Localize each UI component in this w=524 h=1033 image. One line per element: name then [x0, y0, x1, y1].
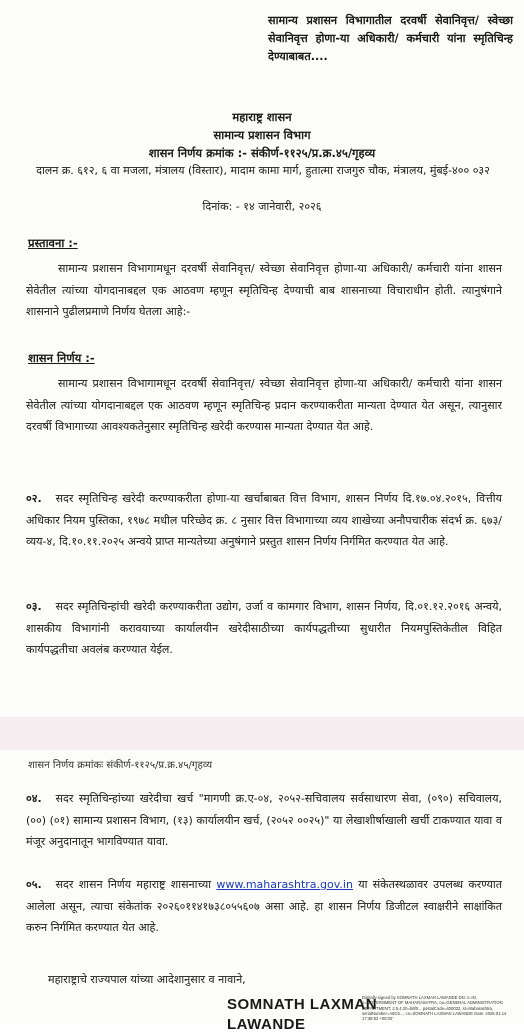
paragraph-number: ०२. [26, 492, 42, 505]
paragraph-number: ०३. [26, 600, 42, 613]
closing-line: महाराष्ट्राचे राज्यपाल यांच्या आदेशानुसार व नावाने, [48, 973, 246, 986]
decision-paragraph-4 [26, 788, 502, 853]
decision-heading: शासन निर्णय :- [28, 351, 95, 365]
signatory-name: SOMNATH LAXMAN [227, 996, 378, 1013]
resolution-number: शासन निर्णय क्रमांक :- संकीर्ण-११२५/प्र.क्र.४५/गृहव्य [148, 146, 376, 160]
paragraph-text-continued: या संकेतस्थळावर उपलब्ध करण्यात आलेला असून, त्याचा संकेतांक २०२६०११४१७३८०५५६०७ असा आहे. हा शासन निर्णय डिजीटल स्वाक्षरीने साक्षांकित करुन निर्गमित करण्यात येत आहे. [26, 878, 502, 934]
decision-paragraph-1: सामान्य प्रशासन विभागामधून दरवर्षी सेवानिवृत्त/ स्वेच्छा सेवानिवृत्त होणा-या अधिकारी/ कर्मचारी यांना शासन सेवेतील त्यांच्या योगदानाबद्दल एक आठवण म्हणून स्मृतिचिन्ह प्रदान करण्याकरीता मान्यता देण्यात येत असून, त्यानुसार दरवर्षी विभागाच्या आवश्यकतेनुसार स्मृतिचिन्ह खरेदी करण्यास मान्यता देण्यात येत आहे. [26, 377, 502, 433]
paragraph-number: ०४. [26, 792, 42, 805]
paragraph-number: ०५. [26, 878, 42, 891]
page-separator [0, 717, 524, 750]
paragraph-text: सदर स्मृतिचिन्हांच्या खरेदीचा खर्च "मागणी क्र.ए-०४, २०५२-सचिवालय सर्वसाधारण सेवा, (०९०) सचिवालय, (००) (०१) सामान्य प्रशासन विभाग, (१३) कार्यालयीन खर्च, (२०५२ ००२५)" या लेखाशीर्षाखाली खर्ची टाकण्यात यावा व मंजूर अनुदानातून भागविण्यात यावा. [26, 792, 502, 848]
page-2 [0, 750, 524, 1033]
preamble-paragraph: सामान्य प्रशासन विभागामधून दरवर्षी सेवानिवृत्त/ स्वेच्छा सेवानिवृत्त होणा-या अधिकारी/ कर्मचारी यांना शासन सेवेतील त्यांच्या योगदानाबद्दल एक आठवण म्हणून स्मृतिचिन्ह देण्याची बाब शासनाच्या विचाराधीन होती. त्यानुषंगाने शासनाने पुढीलप्रमाणे निर्णय घेतला आहे:- [26, 262, 502, 318]
preamble-heading: प्रस्तावना :- [28, 236, 78, 250]
paragraph-text: सदर शासन निर्णय महाराष्ट्र शासनाच्या [55, 878, 217, 891]
department-title: सामान्य प्रशासन विभाग [213, 128, 311, 142]
decision-paragraph-2 [26, 488, 502, 553]
resolution-date: दिनांक: - १४ जानेवारी, २०२६ [202, 200, 322, 213]
paragraph-text: सदर स्मृतिचिन्हांची खरेदी करण्याकरीता उद्योग, उर्जा व कामगार विभाग, शासन निर्णय, दि.०१.१२.२०१६ अन्वये, शासकीय विभागांनी करावयाच्या कार्यालयीन खरेदीसाठीच्या कार्यपद्धतीच्या सुधारीत नियमपुस्तिकेतील विहित कार्यपद्धतीचा अवलंब करण्यात येईल. [26, 600, 502, 656]
office-address: दालन क्र. ६१२, ६ वा मजला, मंत्रालय (विस्तार), मादाम कामा मार्ग, हुतात्मा राजगुरु चौक, मंत्रालय, मुंबई-४०० ०३२ [36, 164, 490, 177]
government-title: महाराष्ट्र शासन [232, 110, 292, 124]
digital-signature-block: Digitally signed by SOMNATH LAXMAN LAWANDE DN: c=IN, o=GOVERNMENT OF MAHARASHTRA, ou=GENERAL ADMINISTRATION DEPARTMENT, 2.5.4.20=b6f0... postalCode=400032, st=Maharashtra, serialNumber=A6C5..., cn=SOMNATH LAXMAN LAWANDE Date: 2026.01.14 17:38:52 +05'30' [362, 995, 507, 1022]
paragraph-text: सदर स्मृतिचिन्ह खरेदी करण्याकरीता होणा-या खर्चाबाबत वित्त विभाग, शासन निर्णय दि.१७.०४.२०१५, वित्तीय अधिकार नियम पुस्तिका, १९७८ मधील परिच्छेद क्र. ८ नुसार वित्त विभागाच्या व्यय शाखेच्या अनौपचारीक संदर्भ क्र. ६७३/व्यय-४, दि.१०.११.२०२५ अन्वये प्राप्त मान्यतेच्या अनुषंगाने प्रस्तुत शासन निर्णय निर्गमित करण्यात येत आहे. [26, 492, 502, 548]
website-link[interactable]: www.maharashtra.gov.in [216, 878, 353, 891]
subject-text: सामान्य प्रशासन विभागातील दरवर्षी सेवानिवृत्त/ स्वेच्छा सेवानिवृत्त होणा-या अधिकारी/ कर्मचारी यांना स्मृतिचिन्ह देण्याबाबत.... [268, 14, 513, 63]
signatory-surname: LAWANDE [227, 1016, 306, 1033]
decision-paragraph-5 [26, 874, 502, 939]
running-header: शासन निर्णय क्रमांकः संकीर्ण-११२५/प्र.क्र.४५/गृहव्य [28, 760, 213, 771]
decision-paragraph-3 [26, 596, 502, 661]
